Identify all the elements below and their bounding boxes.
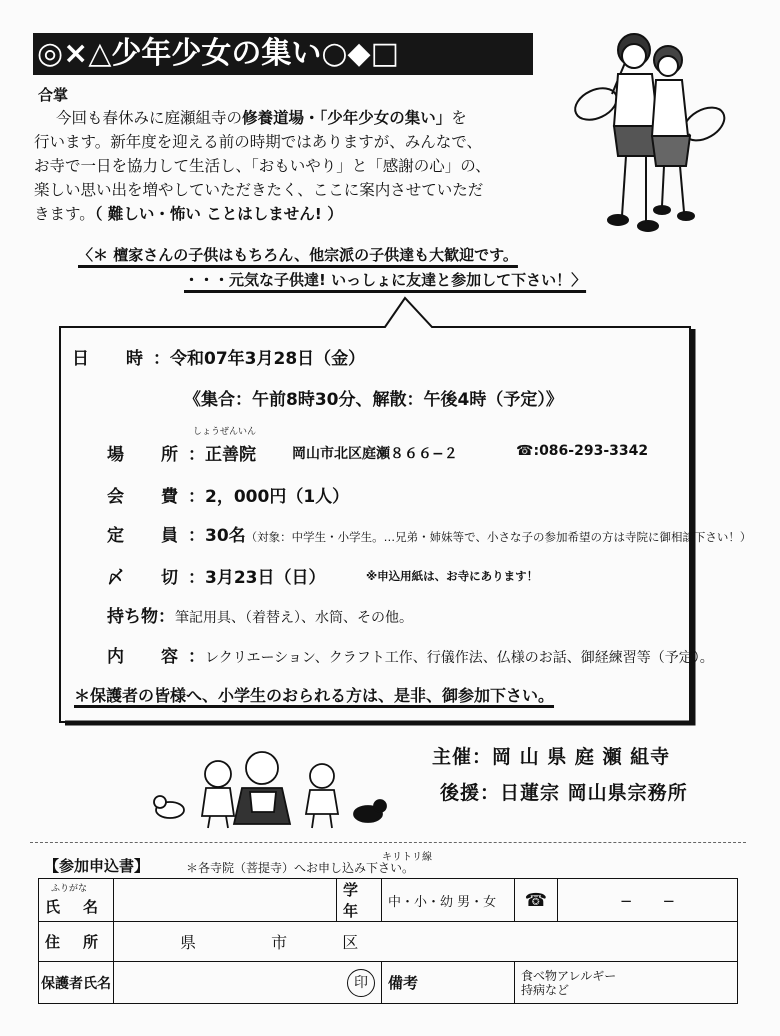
intro-line3: お寺で一日を協力して生活し、「おもいやり」と「感謝の心」の、 [34,157,491,175]
phone-icon: ☎ [515,879,558,922]
guardian-label: 保護者氏名 [39,962,114,1004]
host-organizer: 主催：岡 山 県 庭 瀬 組寺 [432,746,671,768]
seal-mark: 印 [347,969,375,997]
remarks-line2: 持病など [521,982,570,997]
place-row: 場 所：正善院 [107,445,256,465]
greeting: 合掌 [38,86,69,104]
date-label: 日 時 [72,349,153,369]
deadline-value: 3月23日（日） [205,568,326,588]
content-label: 内 容 [107,647,188,667]
place-furigana: しょうぜんいん [193,427,257,437]
intro-line5-bold: （ 難しい・怖い ことはしません! ） [94,205,343,223]
remarks-field[interactable] [515,962,738,1004]
parents-note: ＊保護者の皆様へ、小学生のおられる方は、是非、御参加下さい。 [74,686,555,705]
remarks-label: 備考 [382,962,515,1004]
items-value: 筆記用具、（着替え）、水筒、その他。 [175,610,413,626]
prefecture-text: 県 [180,933,197,952]
form-title: 【参加申込書】 [44,857,150,875]
intro-line5-pre: きます。 [34,205,95,223]
grade-label: 学年 [337,879,382,922]
city-text: 市 [271,933,288,952]
monk-and-children-illustration [150,748,390,832]
fee-value: 2，000円（1人） [205,487,350,507]
name-label: 氏 名 [45,897,103,916]
items-row: 持ち物：筆記用具、（着替え）、水筒、その他。 [107,607,413,627]
address: 岡山市北区庭瀬８６６−２ [292,446,458,462]
content-row: 内 容：レクリエーション、クラフト工作、行儀作法、仏様のお話、御経練習等（予定）。 [107,647,714,667]
deadline-note: ※申込用紙は、お寺にあります！ [366,569,539,583]
fee-row: 会 費：2，000円（1人） [107,487,350,507]
place-label: 場 所 [107,445,188,465]
place-value: 正善院 [205,445,256,465]
page-title: ◎×△少年少女の集い○◆□ [33,33,533,75]
ward-text: 区 [342,933,359,952]
schedule: 《集合：午前8時30分、解散：午後4時（予定）》 [184,390,563,410]
cut-line [30,842,746,843]
intro-paragraph [34,106,590,226]
address-label: 住 所 [39,922,114,962]
phone-icon: ☎ [516,443,534,459]
phone-block: ☎:086-293-3342 [516,443,649,459]
intro-line1-bold: 修養道場・「少年少女の集い」 [242,109,452,127]
address-field[interactable] [114,922,738,962]
grade-options[interactable]: 中・小・幼 男・女 [382,879,515,922]
remarks-line1: 食べ物アレルギー [521,968,617,983]
intro-line4: 楽しい思い出を増やしていただきたく、ここに案内させていただ [34,181,484,199]
cut-line-label: キリトリ線 [382,852,432,863]
phone-field[interactable]: − − [558,879,738,922]
form-note: ＊各寺院（菩提寺）へお申し込み下さい。 [186,861,415,875]
items-label: 持ち物 [107,607,158,627]
phone-number: 086-293-3342 [539,443,649,459]
deadline-row: 〆 切：3月23日（日） [107,568,326,588]
children-with-rackets-illustration [572,26,732,240]
capacity-row: 定 員：30名（対象：中学生・小学生。…兄弟・姉妹等で、小さな子の参加希望の方は寺院に御相談下さい！） [107,526,752,546]
intro-line1-pre: 今回も春休みに庭瀬組寺の [56,109,243,127]
application-form [38,878,738,1004]
capacity-label: 定 員 [107,526,188,546]
date-row: 日 時：令和07年3月28日（金） [72,349,366,369]
supporter: 後援：日蓮宗 岡山県宗務所 [440,782,688,804]
furigana-label: ふりがな [51,884,88,894]
date-value: 令和07年3月28日（金） [170,349,366,369]
fee-label: 会 費 [107,487,188,507]
intro-line1-post: を [451,109,467,127]
name-field[interactable] [114,879,337,922]
capacity-note: （対象：中学生・小学生。…兄弟・姉妹等で、小さな子の参加希望の方は寺院に御相談下さい！） [245,530,752,544]
capacity-value: 30名 [205,526,246,546]
name-label-cell [39,879,114,922]
guardian-field[interactable] [114,962,382,1004]
deadline-label: 〆 切 [107,568,188,588]
welcome-line2: ・・・元気な子供達! いっしょに友達と参加して下さい！〉 [184,271,587,289]
welcome-line1: 〈＊ 檀家さんの子供はもちろん、他宗派の子供達も大歓迎です。 [78,246,518,264]
intro-line2: 行います。新年度を迎える前の時期ではありますが、みんなで、 [34,133,482,151]
content-value: レクリエーション、クラフト工作、行儀作法、仏様のお話、御経練習等（予定）。 [205,650,714,666]
